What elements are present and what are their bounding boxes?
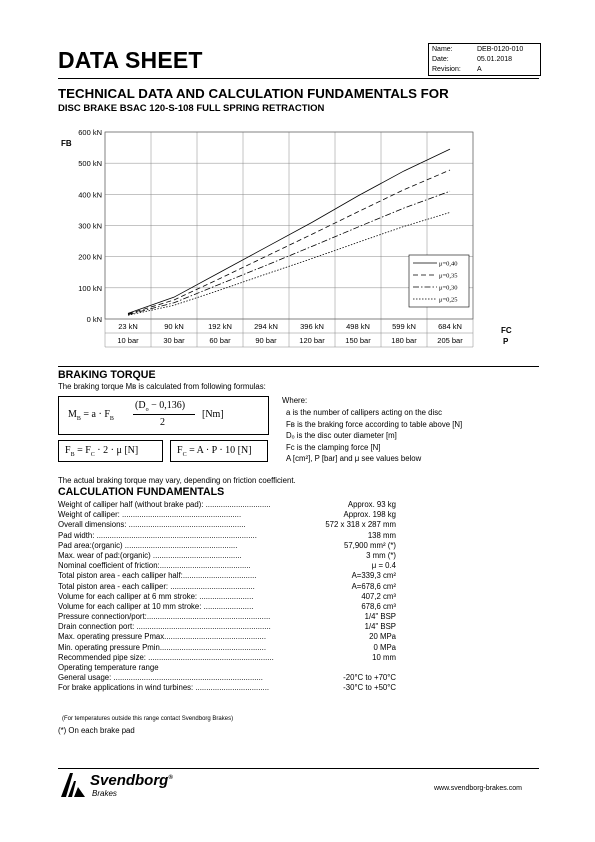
header-rule [58,78,539,79]
chart-legend [409,255,469,307]
meta-revision-label: Revision: [432,66,461,73]
x-fc-tick-label: 90 kN [164,322,184,331]
spec-row [58,520,396,530]
y-tick-label: 0 kN [86,315,102,324]
spec-label: For brake applications in wind turbines: .................................. [58,683,270,693]
spec-row [58,500,396,510]
definitions-list [286,407,462,465]
spec-value: Approx. 93 kg [347,500,396,509]
where-label: Where: [282,396,308,405]
page-title: DATA SHEET [58,47,203,73]
formula2-sub: B [70,452,75,458]
spec-row [58,582,396,592]
spec-label: Drain connection port: .............................................................. [58,622,271,632]
spec-value: Approx. 198 kg [343,510,396,520]
spec-label: Max. wear of pad:(organic) ......................................... [58,550,242,560]
document-meta-box [428,43,541,76]
y-tick-label: 100 kN [78,283,102,293]
spec-value: 407,2 cm³ [361,591,396,601]
x-p-tick-label: 90 bar [255,336,277,345]
formula3-rest: = A · P · 10 [N] [186,445,252,456]
legend-label: μ=0,35 [439,272,458,280]
meta-revision-value: A [477,66,482,73]
spec-label: Min. operating pressure Pmin................................................. [58,642,266,652]
spec-value: -20°C to +70°C [343,673,396,683]
spec-label: Weight of calliper half (without brake pad): .............................. [58,500,271,509]
spec-label: Pad width: .......................................................................... [58,530,257,540]
x-fc-tick-label: 599 kN [392,322,416,331]
formula3-f: F [177,445,183,456]
spec-label: Total piston area - each calliper half:.................................. [58,571,257,581]
formula-braking-force [58,440,163,462]
formula1-denominator: 2 [160,417,165,428]
x-p-tick-label: 10 bar [117,336,139,345]
formula1-mid-sub: B [109,416,114,422]
x-fc-tick-label: 396 kN [300,322,324,331]
spec-row [58,683,396,693]
calc-fundamentals-list [58,500,396,694]
spec-value: 20 MPa [369,632,396,642]
definition-a: a is the number of callipers acting on the disc [286,408,443,417]
definition-a-p-mu: A [cm²], P [bar] and μ see values below [286,454,422,464]
pad-note: (*) On each brake pad [58,726,135,735]
formula1-num-sub: o [145,407,149,413]
spec-value: 138 mm [367,530,396,540]
x-fc-axis-label: FC [501,326,512,335]
spec-value: 57,900 mm² (*) [344,540,396,550]
legend-label: μ=0,40 [439,260,458,268]
meta-name-label: Name: [432,46,453,53]
legend-label: μ=0,25 [439,296,458,304]
spec-label: Overall dimensions: ...................................................... [58,520,246,530]
formula-braking-torque [58,396,269,435]
spec-value: A=678,6 cm² [351,581,396,591]
spec-value: 0 MPa [373,642,396,652]
spec-value: A=339,3 cm² [351,571,396,581]
meta-date-label: Date: [432,56,449,63]
website-link[interactable]: www.svendborg-brakes.com [434,785,522,792]
svendborg-logo-icon [58,771,88,799]
formula-clamping-force [170,440,268,462]
formula3-sub: C [182,452,187,458]
formula1-unit: [Nm] [202,409,224,420]
spec-value: 1/4" BSP [364,612,396,622]
spec-value: -30°C to +50°C [343,683,396,693]
y-tick-label: 500 kN [78,159,102,169]
spec-label: Pressure connection/port:......................................................... [58,612,271,622]
spec-value: 678,6 cm³ [361,601,396,611]
definition-fb: Fʙ is the braking force according to table above [N] [286,419,463,429]
spec-value: 1/4" BSP [364,622,396,632]
braking-torque-intro: The braking torque Mʙ is calculated from following formulas: [58,382,266,391]
spec-label: Weight of calliper: ....................................................... [58,510,242,520]
formula1-numerator: (D [135,400,146,411]
temperature-note: (For temperatures outside this range contact Svendborg Brakes) [62,716,234,722]
spec-label: Recommended pipe size: .......................................................... [58,652,274,662]
spec-row [58,663,396,673]
section-subheading: DISC BRAKE BSAC 120-S-108 FULL SPRING RETRACTION [58,103,325,114]
y-tick-label: 400 kN [78,190,102,200]
definition-do: Dₒ is the disc outer diameter [m] [286,431,397,441]
x-p-tick-label: 60 bar [209,336,231,345]
spec-row [58,571,396,581]
y-tick-label: 600 kN [78,128,102,137]
x-fc-tick-label: 294 kN [254,322,278,331]
x-p-tick-label: 180 bar [391,336,417,345]
spec-label: Max. operating pressure Pmax............................................... [58,632,266,642]
section-heading: TECHNICAL DATA AND CALCULATION FUNDAMENTALS FOR [58,86,449,101]
spec-label: General usage: ..................................................................... [58,673,263,683]
x-p-tick-label: 120 bar [299,336,325,345]
spec-label: Volume for each calliper at 6 mm stroke: ......................... [58,591,254,601]
torque-note: The actual braking torque may vary, depending on friction coefficient. [58,476,296,485]
formula1-sub: B [76,416,81,422]
x-fc-tick-label: 192 kN [208,322,232,331]
x-fc-tick-label: 498 kN [346,322,370,331]
braking-force-chart [58,122,518,354]
spec-label: Total piston area - each calliper: ....................................... [58,581,255,591]
calc-fundamentals-title: CALCULATION FUNDAMENTALS [58,486,225,498]
formula2-rest: = F [74,445,91,456]
spec-row [58,673,396,683]
fraction-bar [133,414,195,415]
meta-date-value: 05.01.2018 [477,56,513,63]
spec-value: μ = 0.4 [371,561,396,571]
spec-row [58,653,396,663]
spec-row [58,622,396,632]
y-axis-label: FB [61,139,72,148]
x-fc-tick-label: 684 kN [438,322,462,331]
spec-label: Operating temperature range [58,663,159,672]
legend-label: μ=0,30 [439,284,458,292]
brand-name [90,772,173,789]
spec-row [58,602,396,612]
spec-row [58,510,396,520]
spec-label: Nominal coefficient of friction:.......................................... [58,561,251,571]
braking-torque-title: BRAKING TORQUE [58,369,156,381]
meta-name-value: DEB-0120-010 [477,46,524,53]
brand-text: Svendborg [90,772,169,789]
spec-row [58,551,396,561]
spec-row [58,541,396,551]
formula2-sub2: C [90,452,95,458]
spec-value: 3 mm (*) [366,550,396,560]
spec-row [58,531,396,541]
spec-row [58,592,396,602]
formula1-lhs: M [68,409,77,420]
formula2-tail: · 2 · μ [N] [94,445,139,456]
y-tick-label: 200 kN [78,252,102,262]
x-p-tick-label: 150 bar [345,336,371,345]
spec-label: Pad area:(organic) .................................................... [58,540,238,550]
spec-value: 572 x 318 x 287 mm [325,520,396,530]
definition-fc: Fᴄ is the clamping force [N] [286,442,381,452]
x-p-axis-label: P [503,337,509,346]
y-tick-label: 300 kN [78,221,102,231]
formula2-f: F [65,445,71,456]
footer-rule [58,768,539,769]
x-fc-tick-label: 23 kN [118,322,138,331]
spec-row [58,643,396,653]
spec-row [58,632,396,642]
x-p-tick-label: 30 bar [163,336,185,345]
spec-value: 10 mm [372,652,396,662]
spec-row [58,612,396,622]
section-rule [58,366,539,367]
spec-row [58,561,396,571]
formula1-mid: = a · F [80,409,110,420]
brand-reg: ® [168,775,173,781]
spec-label: Volume for each calliper at 10 mm stroke: ....................... [58,601,254,611]
x-p-tick-label: 205 bar [437,336,463,345]
brand-sub: Brakes [92,789,117,798]
formula1-num-rest: − 0,136) [148,400,186,411]
